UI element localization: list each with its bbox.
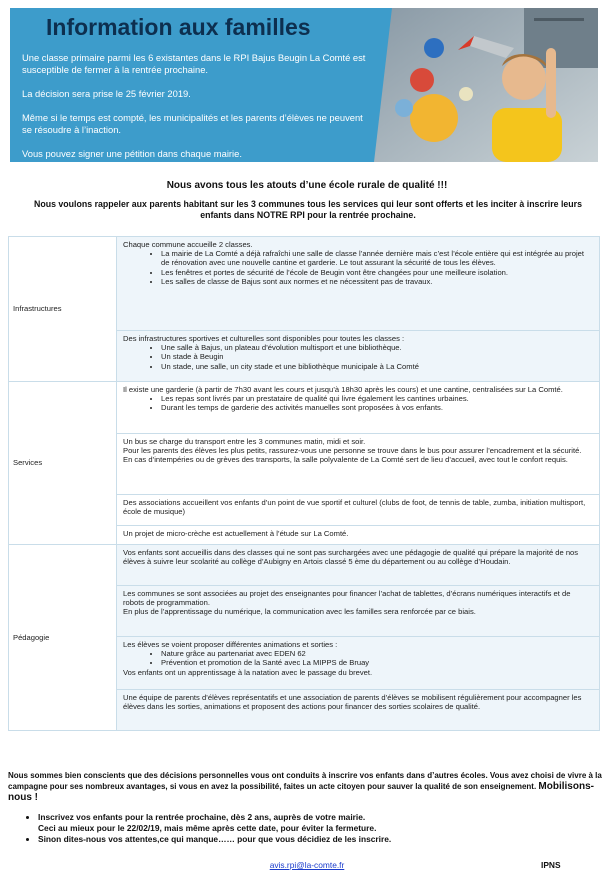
footer-item-1-line-1: • Inscrivez vos enfants pour la rentrée prochaine, dès 2 ans, auprès de votre mairie. xyxy=(38,812,366,822)
list-item: • Une salle à Bajus, un plateau d’évolution multisport et une bibliothèque. xyxy=(161,343,593,352)
footer-item-2: • Sinon dites-nous vos attentes,ce qui manque…… pour que vous décidiez de les inscrire. xyxy=(38,834,614,845)
peda-cell-1: Vos enfants sont accueillis dans des classes qui ne sont pas surchargées avec une pédagogie de qualité qui prépare la majorité de nos élèves à suivre leur scolarité au collège d’Aubigny en Artois classé 5 ème du département ou au collège d’Houdain. xyxy=(117,545,600,586)
banner-paragraph-2: La décision sera prise le 25 février 2019. xyxy=(22,88,191,99)
category-infrastructures: Infrastructures xyxy=(9,237,117,382)
infra-intro: Chaque commune accueille 2 classes. xyxy=(123,240,253,249)
info-table xyxy=(8,236,600,731)
infra-list-1 xyxy=(123,249,593,286)
services-cell-2 xyxy=(117,434,600,495)
page-title: Information aux familles xyxy=(46,14,311,40)
ipns-label: IPNS xyxy=(541,860,561,870)
list-item: • Un stade, une salle, un city stade et une bibliothèque municipale à La Comté xyxy=(161,362,593,371)
footer-call: Mobilisons-nous ! xyxy=(8,781,594,803)
services-bus: Un bus se charge du transport entre les 3 communes matin, midi et soir. xyxy=(123,437,366,446)
services-cell-1 xyxy=(117,382,600,434)
banner-paragraph-3: Même si le temps est compté, les municipalités et les parents d’élèves ne peuvent se résoudre à l’inaction. xyxy=(22,112,363,135)
infra-cell-1 xyxy=(117,237,600,331)
infra-list-2 xyxy=(123,343,593,371)
main-heading: Nous avons tous les atouts d’une école rurale de qualité !!! xyxy=(166,180,448,191)
info-banner xyxy=(10,8,598,162)
services-garderie: Il existe une garderie (à partir de 7h30 avant les cours et jusqu’à 18h30 après les cours) et une cantine, centralisées sur La Comté. xyxy=(123,385,563,394)
table-row xyxy=(9,382,600,434)
banner-paragraph-1: Une classe primaire parmi les 6 existantes dans le RPI Bajus Beugin La Comté est susceptible de fermer à la rentrée prochaine. xyxy=(22,52,366,75)
list-item: • Les fenêtres et portes de sécurité de l’école de Beugin vont être changées pour une meilleure isolation. xyxy=(161,268,593,277)
services-cell-4: Un projet de micro-crèche est actuellement à l’étude sur La Comté. xyxy=(117,526,600,545)
footer-paragraph xyxy=(8,770,602,803)
peda-cell-3 xyxy=(117,637,600,690)
peda-cell-4: Une équipe de parents d’élèves représentatifs et une association de parents d’élèves se mobilisent régulièrement pour accompagner les élèves dans les sorties, animations et proposent des actions pour financer des sorties scolaires de qualité. xyxy=(117,690,600,731)
list-item: • Nature grâce au partenariat avec EDEN 62 xyxy=(161,649,593,658)
infra-cell-2 xyxy=(117,331,600,382)
list-item: • La mairie de La Comté a déjà rafraîchi une salle de classe l’année dernière mais c’est l’école entière qui est intégrée au projet de rénovation avec une nouvelle cantine et garderie. Le tout assurant la sécurité de tous les élèves. xyxy=(161,249,593,267)
list-item: • Prévention et promotion de la Santé avec La MIPPS de Bruay xyxy=(161,658,593,667)
category-pedagogie: Pédagogie xyxy=(9,545,117,731)
list-item: • Les salles de classe de Bajus sont aux normes et ne nécessitent pas de travaux. xyxy=(161,277,593,286)
list-item: • Durant les temps de garderie des activités manuelles sont proposées à vos enfants. xyxy=(161,403,593,412)
sub-heading: Nous voulons rappeler aux parents habitant sur les 3 communes tous les services qui leur sont offerts et les inciter à inscrire leurs enfants dans NOTRE RPI pour la rentrée prochaine. xyxy=(33,199,583,220)
peda-cell-2 xyxy=(117,586,600,637)
footer-item-1-line-2: Ceci au mieux pour le 22/02/19, mais même après cette date, pour éviter la fermeture. xyxy=(38,823,377,833)
list-item: • Un stade à Beugin xyxy=(161,352,593,361)
table-row xyxy=(9,545,600,586)
banner-text xyxy=(10,8,382,162)
services-list xyxy=(123,394,593,412)
banner-paragraph-4: Vous pouvez signer une pétition dans chaque mairie. xyxy=(22,148,242,159)
peda-list xyxy=(123,649,593,667)
contact-email-link[interactable]: avis.rpi@la-comte.fr xyxy=(269,860,345,870)
footer-item-1 xyxy=(38,812,614,834)
services-cell-3: Des associations accueillent vos enfants d’un point de vue sportif et culturel (clubs de foot, de tennis de table, zumba, initiation multisport, école de musique) xyxy=(117,495,600,526)
category-services: Services xyxy=(9,382,117,545)
table-row xyxy=(9,237,600,331)
infra-sport-intro: Des infrastructures sportives et culturelles sont disponibles pour toutes les classes : xyxy=(123,334,405,343)
photo-child-rocket xyxy=(374,8,598,162)
footer-list xyxy=(20,812,614,845)
peda-animations-intro: Les élèves se voient proposer différentes animations et sorties : xyxy=(123,640,338,649)
list-item: • Les repas sont livrés par un prestataire de qualité qui livre également les cantines urbaines. xyxy=(161,394,593,403)
services-bus-safety: Pour les parents des élèves les plus petits, rassurez-vous une personne se trouve dans le bus pour assurer l’encadrement et la sécurité. xyxy=(123,446,582,456)
peda-swimming: Vos enfants ont un apprentissage à la natation avec le passage du brevet. xyxy=(123,667,373,677)
peda-communication: En plus de l’apprentissage du numérique, la communication avec les familles sera renforcée par ce biais. xyxy=(123,607,476,617)
peda-digital: Les communes se sont associées au projet des enseignantes pour financer l’achat de tablettes, d’écrans numériques interactifs et de robots de programmation. xyxy=(123,589,571,608)
footer-text: Nous sommes bien conscients que des décisions personnelles vous ont conduits à inscrire vos enfants dans d’autres écoles. Vous avez choisi de vivre à la campagne pour ses nombreux avantages, si vous en avez la possibilité, faites un acte citoyen pour sauver la qualité de son enseignement. xyxy=(8,771,602,791)
services-weather: En cas d’intempéries ou de grèves des transports, la salle polyvalente de La Comté sert de lieu d’accueil, avec tout le confort requis. xyxy=(123,455,568,465)
